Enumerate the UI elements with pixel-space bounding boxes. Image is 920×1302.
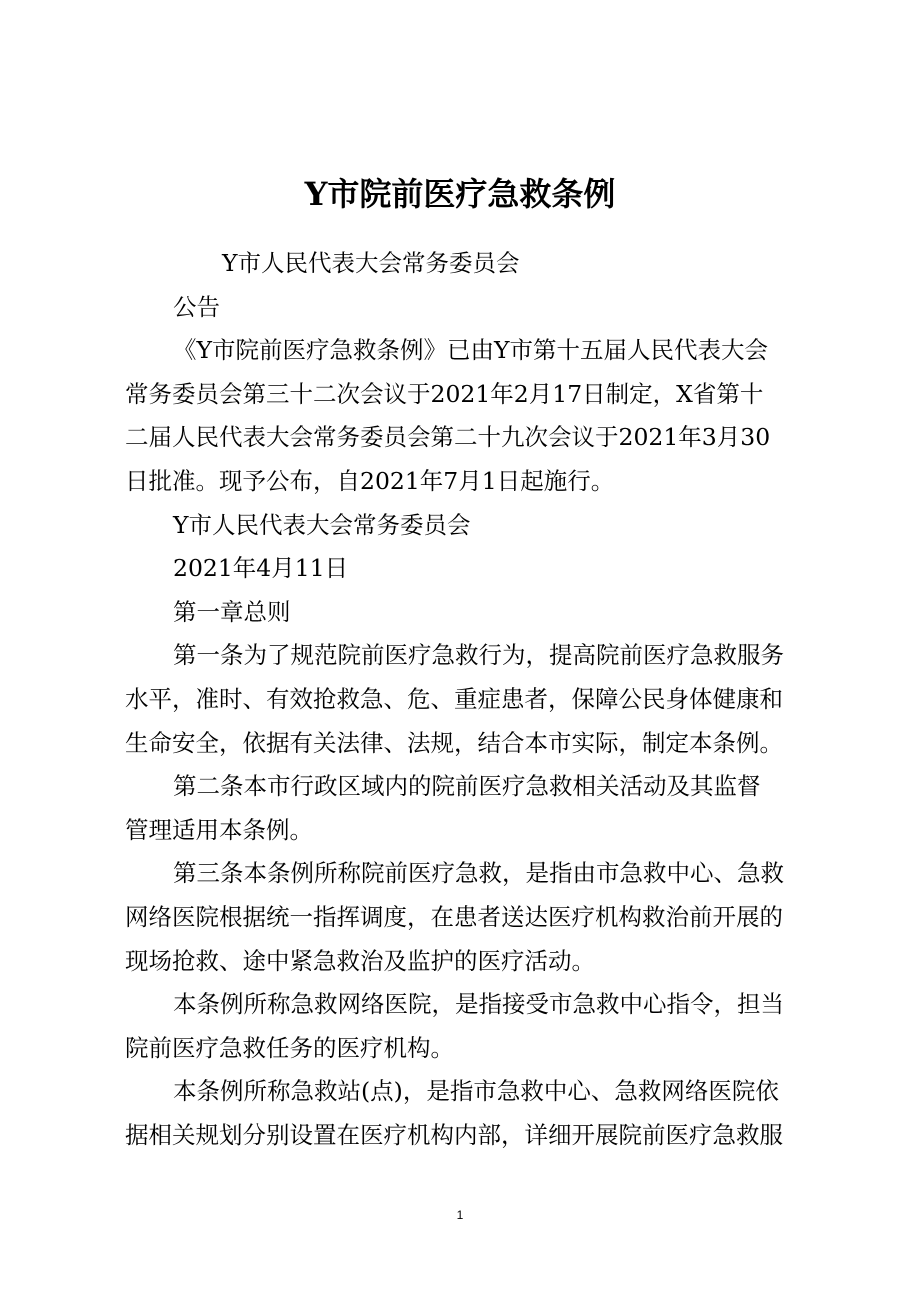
paragraph-line: 网络医院根据统一指挥调度，在患者送达医疗机构救治前开展的 [125, 902, 783, 931]
paragraph-line: Y市人民代表大会常务委员会 [173, 510, 471, 539]
paragraph-line: 据相关规划分别设置在医疗机构内部，详细开展院前医疗急救服 [125, 1120, 783, 1149]
paragraph-line: 生命安全，依据有关法律、法规，结合本市实际，制定本条例。 [125, 728, 783, 757]
paragraph-line: 本条例所称急救网络医院，是指接受市急救中心指令，担当 [173, 990, 784, 1019]
paragraph-line: 第一条为了规范院前医疗急救行为，提高院前医疗急救服务 [173, 641, 784, 670]
paragraph-line: 常务委员会第三十二次会议于2021年2月17日制定，X省第十 [125, 379, 764, 408]
paragraph-line: 院前医疗急救任务的医疗机构。 [125, 1033, 454, 1062]
paragraph-line: 现场抢救、途中紧急救治及监护的医疗活动。 [125, 946, 595, 975]
paragraph-line: 日批准。现予公布，自2021年7月1日起施行。 [125, 466, 615, 495]
paragraph-line: 管理适用本条例。 [125, 815, 313, 844]
paragraph-line: 第一章总则 [173, 597, 291, 626]
document-title: Y市院前医疗急救条例 [304, 175, 616, 213]
page-number: 1 [456, 1208, 464, 1222]
paragraph-line: 本条例所称急救站(点)，是指市急救中心、急救网络医院依 [173, 1077, 779, 1106]
paragraph-line: 二届人民代表大会常务委员会第二十九次会议于2021年3月30 [125, 423, 771, 452]
paragraph-line: 水平，准时、有效抢救急、危、重症患者，保障公民身体健康和 [125, 684, 783, 713]
paragraph-line: 2021年4月11日 [173, 554, 349, 583]
notice-label: 公告 [173, 292, 220, 321]
paragraph-line: 第三条本条例所称院前医疗急救，是指由市急救中心、急救 [173, 859, 784, 888]
issuer-line: Y市人民代表大会常务委员会 [222, 249, 520, 277]
paragraph-line: 《Y市院前医疗急救条例》已由Y市第十五届人民代表大会 [173, 336, 769, 365]
document-body [125, 242, 815, 1157]
paragraph-line: 第二条本市行政区域内的院前医疗急救相关活动及其监督 [173, 772, 761, 801]
